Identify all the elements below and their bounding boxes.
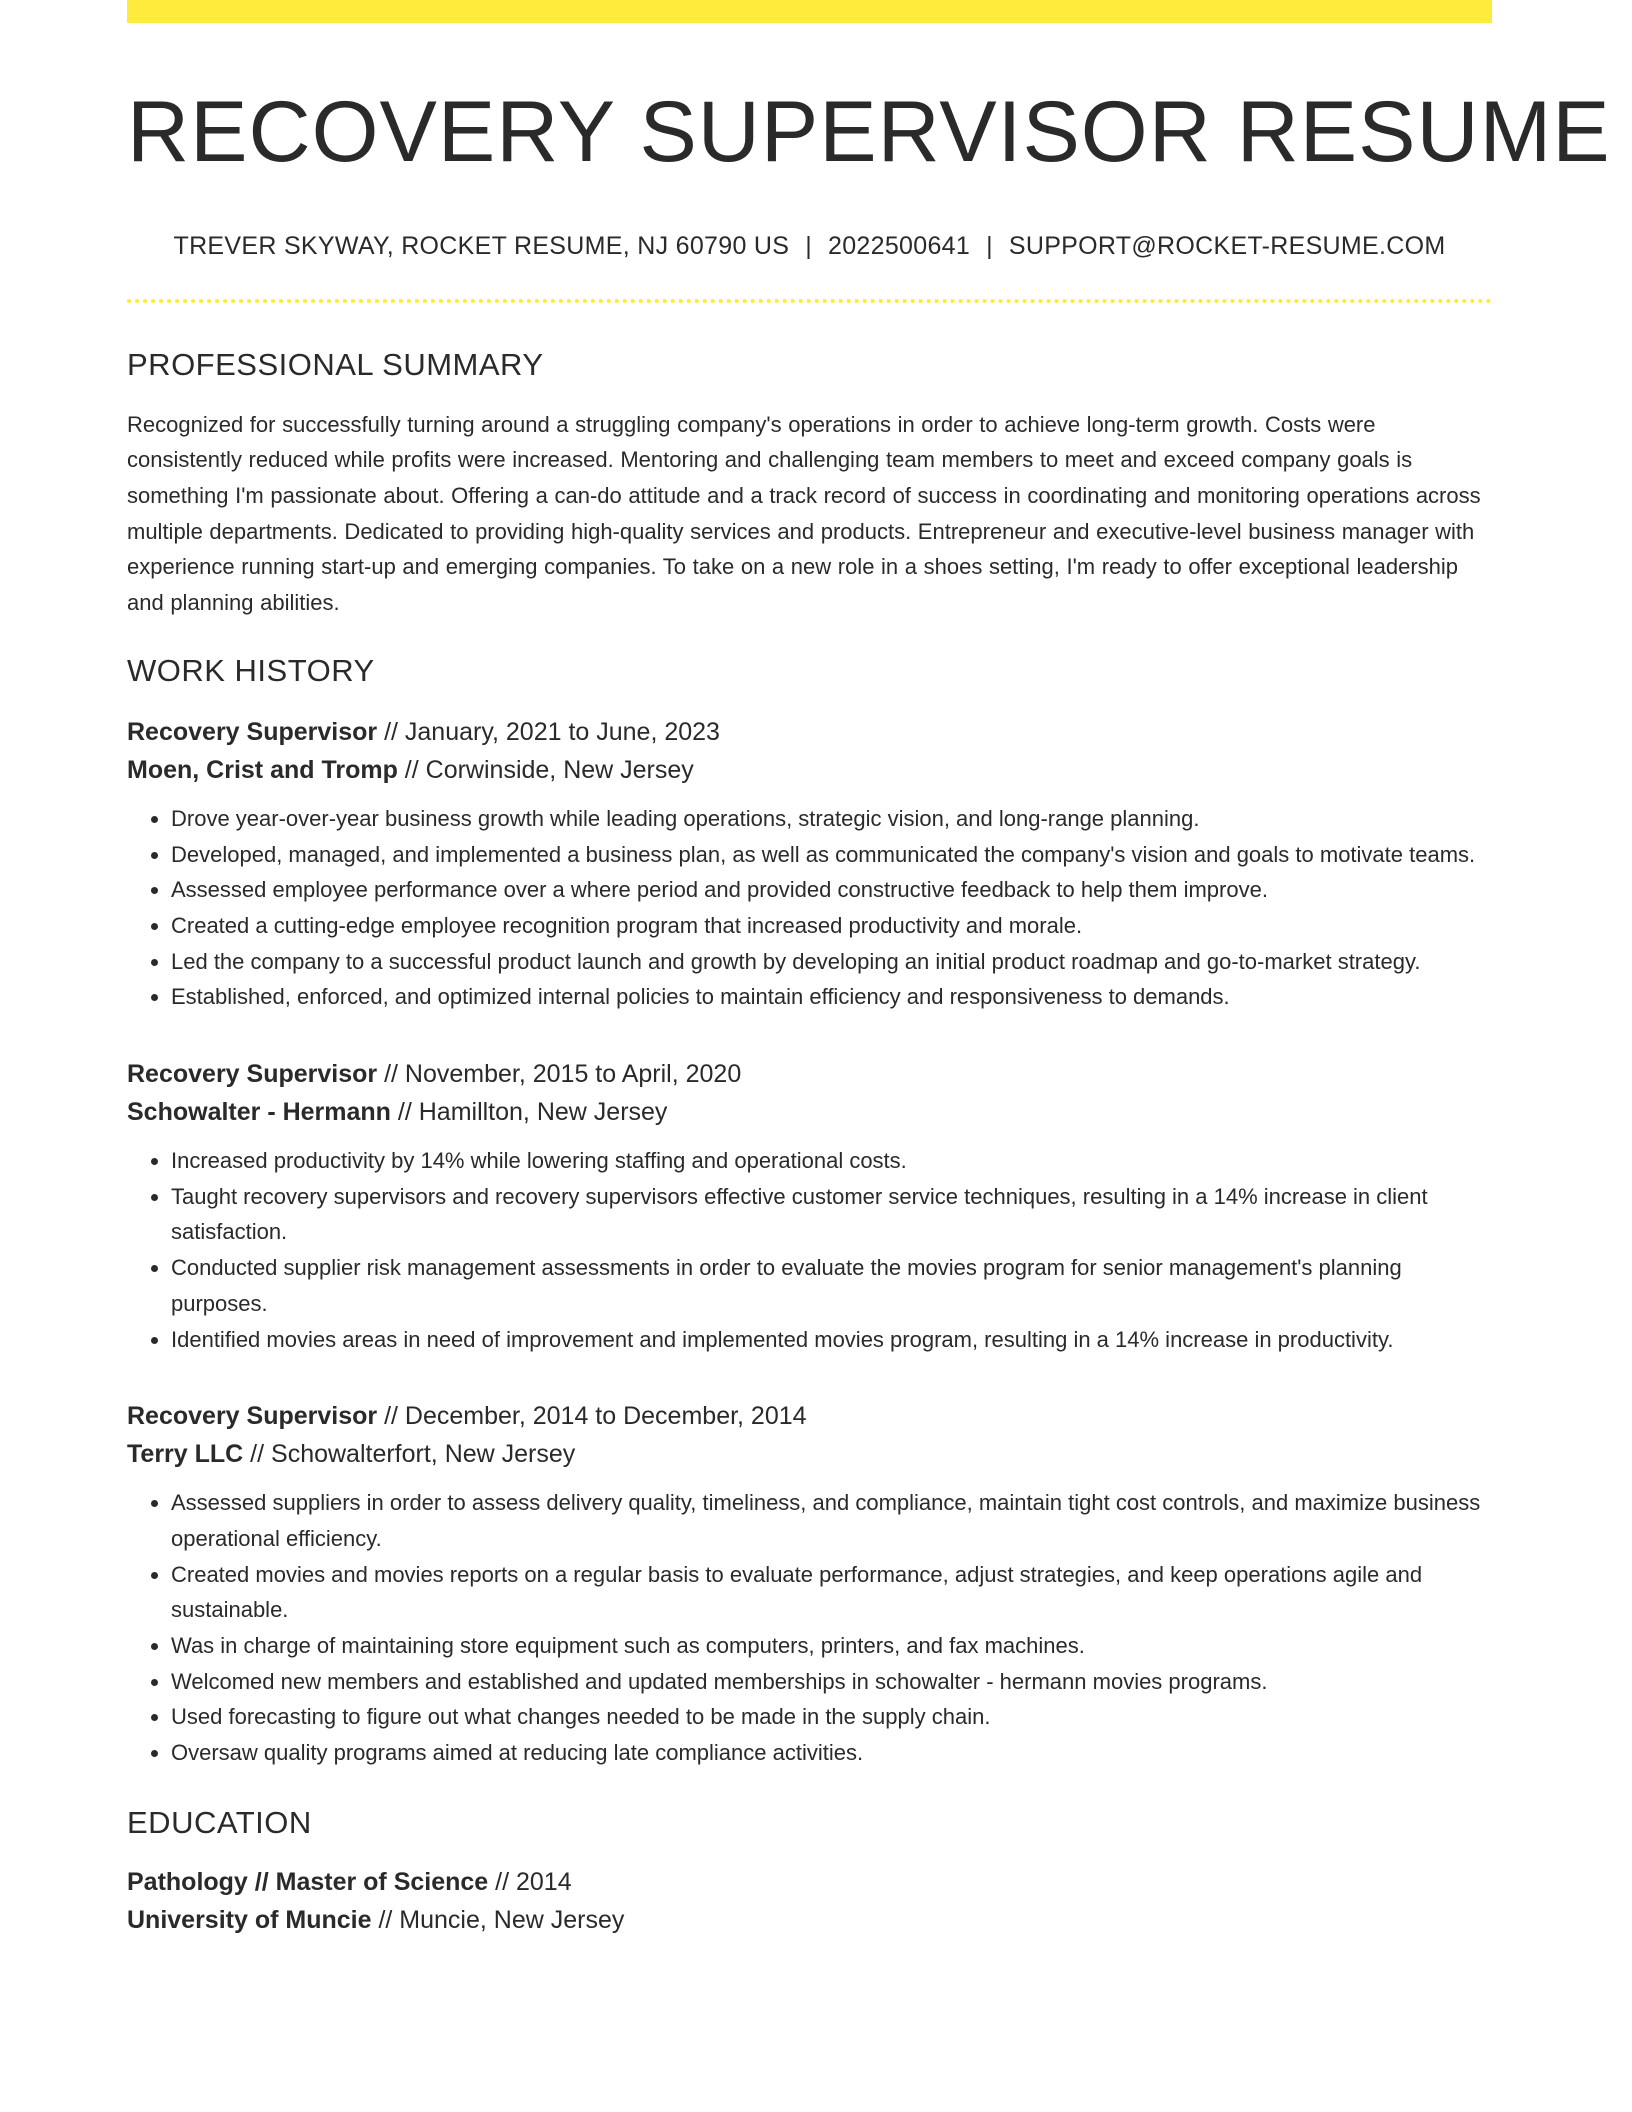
contact-phone: 2022500641 <box>828 231 971 260</box>
job-company: Moen, Crist and Tromp <box>127 755 398 784</box>
job-title: Recovery Supervisor <box>127 1402 378 1431</box>
page-title: RECOVERY SUPERVISOR RESUME <box>127 84 1611 180</box>
education-degree: Pathology // Master of Science <box>127 1867 489 1896</box>
list-item: • Developed, managed, and implemented a business plan, as well as communicated the company's vision and goals to motivate teams. <box>171 837 1492 873</box>
contact-address: TREVER SKYWAY, ROCKET RESUME, NJ 60790 US <box>173 231 790 260</box>
job-company-line <box>127 1435 1492 1473</box>
top-accent-bar <box>127 0 1492 23</box>
job-title-line <box>127 713 1492 751</box>
job-entry <box>127 713 1492 1015</box>
job-location: // Hamillton, New Jersey <box>390 1098 668 1127</box>
job-bullets <box>127 801 1492 1015</box>
job-location: // Schowalterfort, New Jersey <box>243 1440 576 1469</box>
job-bullets <box>127 1143 1492 1357</box>
job-title: Recovery Supervisor <box>127 717 378 746</box>
list-item: • Assessed suppliers in order to assess delivery quality, timeliness, and compliance, maintain tight cost controls, and maximize business operational efficiency. <box>171 1485 1492 1556</box>
education-location: // Muncie, New Jersey <box>371 1905 625 1934</box>
job-title: Recovery Supervisor <box>127 1060 378 1089</box>
list-item: • Assessed employee performance over a where period and provided constructive feedback to help them improve. <box>171 872 1492 908</box>
job-company-line <box>127 1093 1492 1131</box>
dotted-divider <box>127 299 1492 303</box>
job-title-line <box>127 1397 1492 1435</box>
list-item: • Identified movies areas in need of improvement and implemented movies program, resulting in a 14% increase in productivity. <box>171 1322 1492 1358</box>
list-item: • Oversaw quality programs aimed at reducing late compliance activities. <box>171 1735 1492 1771</box>
job-dates: // December, 2014 to December, 2014 <box>377 1402 807 1431</box>
job-company-line <box>127 751 1492 789</box>
contact-email: SUPPORT@ROCKET-RESUME.COM <box>1008 231 1446 260</box>
job-company: Terry LLC <box>127 1440 244 1469</box>
job-entry <box>127 1055 1492 1357</box>
resume-page <box>127 0 1611 1939</box>
education-school-line <box>127 1901 1492 1939</box>
education-year: // 2014 <box>488 1867 572 1896</box>
job-location: // Corwinside, New Jersey <box>397 755 694 784</box>
list-item: • Led the company to a successful product launch and growth by developing an initial product roadmap and go-to-market strategy. <box>171 944 1492 980</box>
contact-line <box>127 232 1492 261</box>
contact-separator: | <box>986 231 993 260</box>
education-degree-line <box>127 1863 1492 1901</box>
list-item: • Welcomed new members and established and updated memberships in schowalter - hermann movies programs. <box>171 1664 1492 1700</box>
education-school: University of Muncie <box>127 1905 372 1934</box>
list-item: • Increased productivity by 14% while lowering staffing and operational costs. <box>171 1143 1492 1179</box>
education-entry <box>127 1863 1492 1939</box>
list-item: • Drove year-over-year business growth while leading operations, strategic vision, and long-range planning. <box>171 801 1492 837</box>
job-dates: // January, 2021 to June, 2023 <box>377 717 720 746</box>
job-company: Schowalter - Hermann <box>127 1098 391 1127</box>
education-heading: EDUCATION <box>127 1804 312 1840</box>
job-title-line <box>127 1055 1492 1093</box>
summary-text: Recognized for successfully turning around a struggling company's operations in order to achieve long-term growth. Costs were consistently reduced while profits were increased. Mentoring and challenging team members to meet and exceed company goals is something I'm passionate about. Offering a can-do attitude and a track record of success in coordinating and monitoring operations across multiple departments. Dedicated to providing high-quality services and products. Entrepreneur and executive-level business manager with experience running start-up and emerging companies. To take on a new role in a shoes setting, I'm ready to offer exceptional leadership and planning abilities. <box>127 411 1481 616</box>
contact-separator: | <box>805 231 813 260</box>
work-history-heading: WORK HISTORY <box>127 652 375 688</box>
list-item: • Taught recovery supervisors and recovery supervisors effective customer service techniques, resulting in a 14% increase in client satisfaction. <box>171 1179 1492 1250</box>
list-item: • Conducted supplier risk management assessments in order to evaluate the movies program for senior management's planning purposes. <box>171 1250 1492 1321</box>
list-item: • Established, enforced, and optimized internal policies to maintain efficiency and responsiveness to demands. <box>171 979 1492 1015</box>
job-bullets <box>127 1485 1492 1771</box>
summary-heading: PROFESSIONAL SUMMARY <box>127 346 544 382</box>
list-item: • Was in charge of maintaining store equipment such as computers, printers, and fax machines. <box>171 1628 1492 1664</box>
list-item: • Created movies and movies reports on a regular basis to evaluate performance, adjust strategies, and keep operations agile and sustainable. <box>171 1557 1492 1628</box>
list-item: • Used forecasting to figure out what changes needed to be made in the supply chain. <box>171 1699 1492 1735</box>
list-item: • Created a cutting-edge employee recognition program that increased productivity and morale. <box>171 908 1492 944</box>
job-dates: // November, 2015 to April, 2020 <box>377 1060 742 1089</box>
job-entry <box>127 1397 1492 1771</box>
